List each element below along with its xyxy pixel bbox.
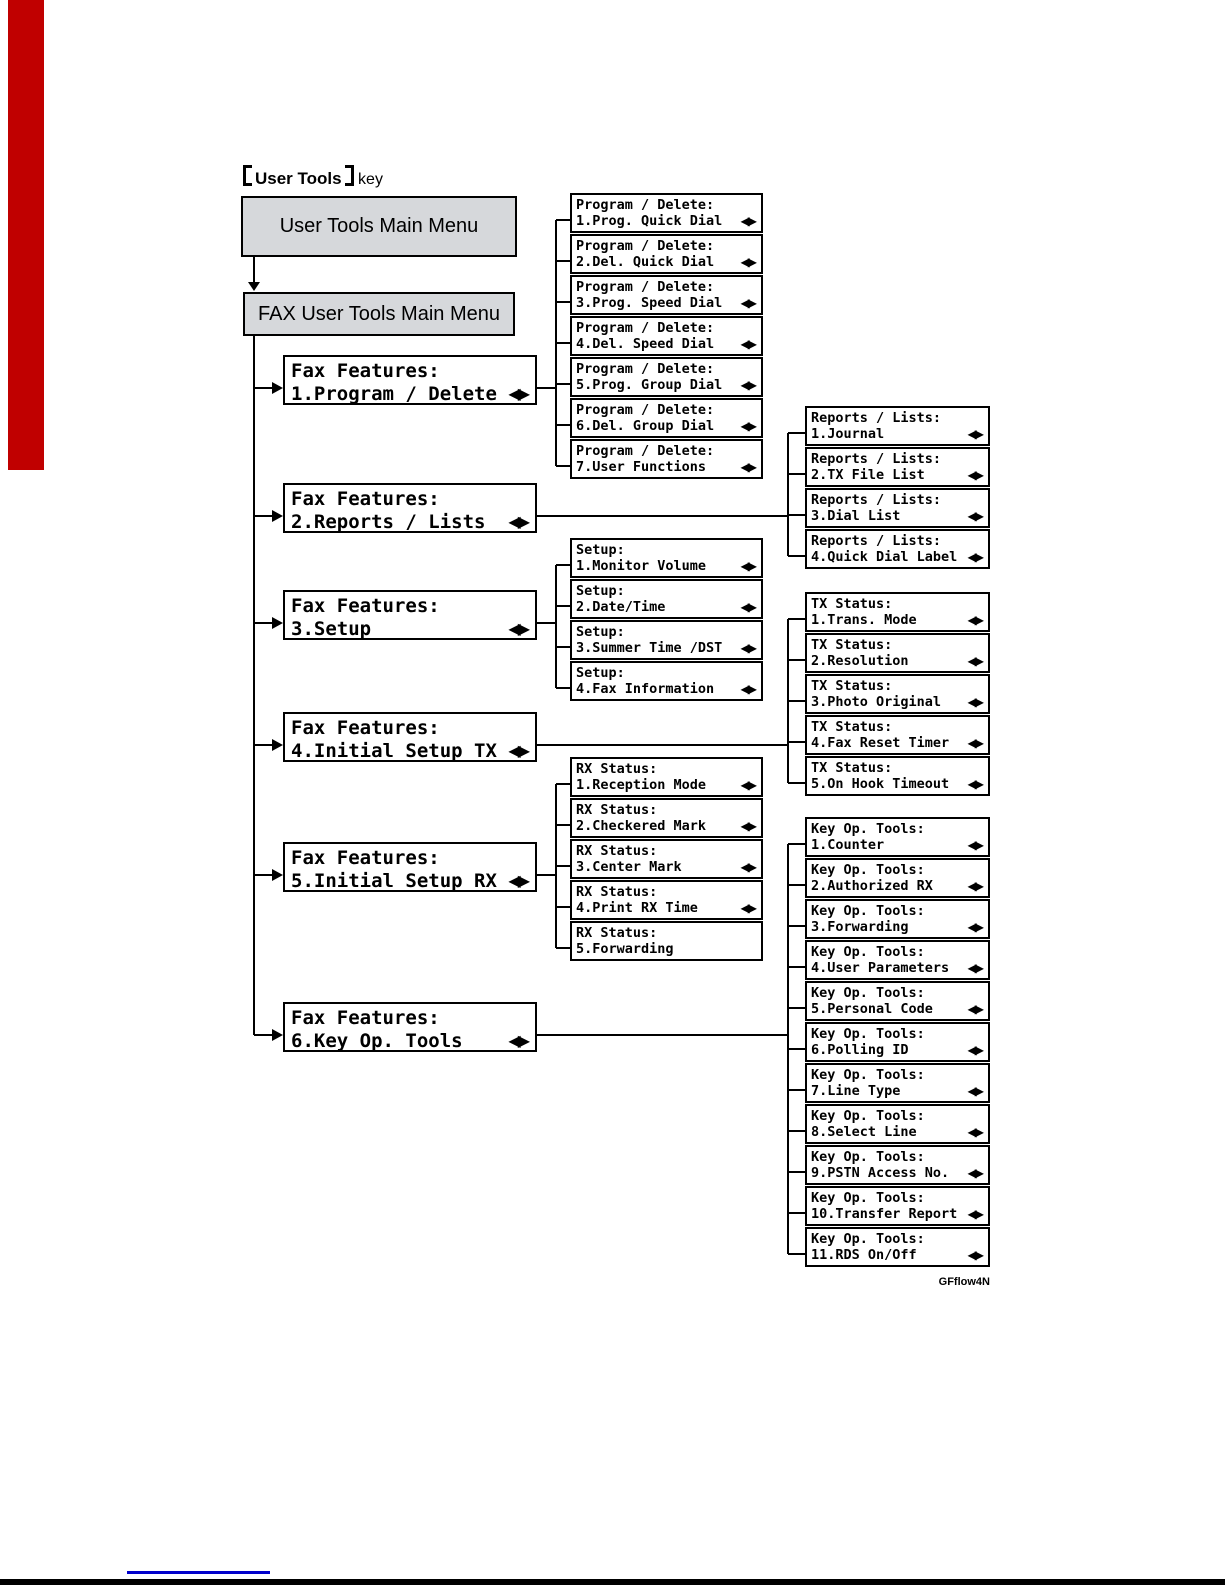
setup-item-3-label: 3.Summer Time /DST bbox=[576, 640, 723, 656]
reports-lists-item-3-label-row bbox=[807, 508, 988, 525]
key-op-tools-item-5-label: 5.Personal Code bbox=[811, 1001, 933, 1017]
rx-status-item-4-header: RX Status: bbox=[576, 884, 658, 900]
rx-status-item-1-label-row bbox=[572, 777, 761, 794]
fax-features-box-3 bbox=[283, 590, 537, 640]
rx-status-item-2-header: RX Status: bbox=[576, 802, 658, 818]
reports-lists-item-2-label-row bbox=[807, 467, 988, 484]
tx-status-item-5-label-row bbox=[807, 776, 988, 793]
left-right-arrows-icon: ◀▶ bbox=[967, 1248, 982, 1262]
fax-features-box-5-label-row bbox=[285, 870, 535, 892]
left-right-arrows-icon: ◀▶ bbox=[967, 1207, 982, 1221]
left-right-arrows-icon: ◀▶ bbox=[967, 920, 982, 934]
rx-status-item-3-header: RX Status: bbox=[576, 843, 658, 859]
left-right-arrows-icon: ◀▶ bbox=[967, 427, 982, 441]
left-right-arrows-icon: ◀▶ bbox=[967, 1125, 982, 1139]
tx-status-item-1-label-row bbox=[807, 612, 988, 629]
program-delete-item-4-label-row bbox=[572, 336, 761, 353]
fax-features-box-6-header: Fax Features: bbox=[291, 1007, 440, 1029]
rx-status-item-2 bbox=[570, 798, 763, 838]
fax-features-box-4 bbox=[283, 712, 537, 762]
fax-features-box-1-header: Fax Features: bbox=[291, 360, 440, 382]
fax-features-box-1-label-row bbox=[285, 383, 535, 405]
setup-item-3 bbox=[570, 620, 763, 660]
program-delete-item-5-label: 5.Prog. Group Dial bbox=[576, 377, 723, 393]
key-op-tools-item-11-label-row bbox=[807, 1247, 988, 1264]
reports-lists-item-1-label: 1.Journal bbox=[811, 426, 885, 442]
setup-item-2-label-row bbox=[572, 599, 761, 616]
left-right-arrows-icon: ◀▶ bbox=[740, 460, 755, 474]
fax-features-box-1 bbox=[283, 355, 537, 405]
tx-status-item-3 bbox=[805, 674, 990, 714]
left-right-arrows-icon: ◀▶ bbox=[967, 550, 982, 564]
tx-status-item-1 bbox=[805, 592, 990, 632]
fax-features-box-4-label-row bbox=[285, 740, 535, 762]
setup-item-4 bbox=[570, 661, 763, 701]
key-op-tools-item-2-label: 2.Authorized RX bbox=[811, 878, 933, 894]
left-right-arrows-icon: ◀▶ bbox=[508, 384, 527, 403]
fax-features-box-6 bbox=[283, 1002, 537, 1052]
fax-features-box-6-label: 6.Key Op. Tools bbox=[291, 1030, 463, 1052]
left-right-arrows-icon: ◀▶ bbox=[740, 860, 755, 874]
red-edge-bar bbox=[8, 0, 44, 470]
tx-status-item-4-label: 4.Fax Reset Timer bbox=[811, 735, 950, 751]
figure-id: GFflow4N bbox=[938, 1276, 990, 1288]
fax-user-tools-main-menu-label: FAX User Tools Main Menu bbox=[258, 302, 500, 325]
fax-features-box-5-label: 5.Initial Setup RX bbox=[291, 870, 497, 892]
right-arrowhead-icon bbox=[272, 739, 283, 751]
rx-status-item-3 bbox=[570, 839, 763, 879]
rx-status-item-3-label-row bbox=[572, 859, 761, 876]
left-right-arrows-icon: ◀▶ bbox=[740, 419, 755, 433]
reports-lists-item-1-header: Reports / Lists: bbox=[811, 410, 942, 426]
right-arrowhead-icon bbox=[272, 869, 283, 881]
left-right-arrows-icon: ◀▶ bbox=[740, 378, 755, 392]
program-delete-item-5-header: Program / Delete: bbox=[576, 361, 715, 377]
key-op-tools-item-2 bbox=[805, 858, 990, 898]
key-op-tools-item-2-label-row bbox=[807, 878, 988, 895]
reports-lists-item-1-label-row bbox=[807, 426, 988, 443]
setup-item-4-label: 4.Fax Information bbox=[576, 681, 715, 697]
key-op-tools-item-8-label: 8.Select Line bbox=[811, 1124, 917, 1140]
tx-status-item-2-label-row bbox=[807, 653, 988, 670]
left-right-arrows-icon: ◀▶ bbox=[967, 695, 982, 709]
program-delete-item-7 bbox=[570, 439, 763, 479]
rx-status-item-5-header: RX Status: bbox=[576, 925, 658, 941]
down-arrowhead-icon bbox=[248, 282, 260, 291]
left-right-arrows-icon: ◀▶ bbox=[967, 1166, 982, 1180]
tx-status-item-4-label-row bbox=[807, 735, 988, 752]
fax-features-box-3-header: Fax Features: bbox=[291, 595, 440, 617]
program-delete-item-2-label-row bbox=[572, 254, 761, 271]
key-op-tools-item-10-label: 10.Transfer Report bbox=[811, 1206, 958, 1222]
fax-features-box-3-label: 3.Setup bbox=[291, 618, 372, 640]
program-delete-item-3-header: Program / Delete: bbox=[576, 279, 715, 295]
key-op-tools-item-9-label-row bbox=[807, 1165, 988, 1182]
left-right-arrows-icon: ◀▶ bbox=[967, 1043, 982, 1057]
left-right-arrows-icon: ◀▶ bbox=[508, 619, 527, 638]
setup-item-1-header: Setup: bbox=[576, 542, 625, 558]
fax-features-box-5-header: Fax Features: bbox=[291, 847, 440, 869]
program-delete-item-2-label: 2.Del. Quick Dial bbox=[576, 254, 715, 270]
left-right-arrows-icon: ◀▶ bbox=[508, 512, 527, 531]
lenticular-bracket-right-icon bbox=[345, 165, 354, 186]
left-right-arrows-icon: ◀▶ bbox=[508, 871, 527, 890]
left-right-arrows-icon: ◀▶ bbox=[967, 879, 982, 893]
key-op-tools-item-5-header: Key Op. Tools: bbox=[811, 985, 925, 1001]
program-delete-item-4-label: 4.Del. Speed Dial bbox=[576, 336, 715, 352]
key-op-tools-item-4-label: 4.User Parameters bbox=[811, 960, 950, 976]
reports-lists-item-2-label: 2.TX File List bbox=[811, 467, 925, 483]
setup-item-4-label-row bbox=[572, 681, 761, 698]
left-right-arrows-icon: ◀▶ bbox=[740, 778, 755, 792]
reports-lists-item-1 bbox=[805, 406, 990, 446]
key-op-tools-item-6-header: Key Op. Tools: bbox=[811, 1026, 925, 1042]
key-op-tools-item-7-label: 7.Line Type bbox=[811, 1083, 901, 1099]
tx-status-item-2-header: TX Status: bbox=[811, 637, 893, 653]
left-right-arrows-icon: ◀▶ bbox=[967, 1002, 982, 1016]
program-delete-item-1-header: Program / Delete: bbox=[576, 197, 715, 213]
program-delete-item-1-label-row bbox=[572, 213, 761, 230]
right-arrowhead-icon bbox=[272, 1029, 283, 1041]
program-delete-item-2-header: Program / Delete: bbox=[576, 238, 715, 254]
left-right-arrows-icon: ◀▶ bbox=[740, 600, 755, 614]
reports-lists-item-4-label-row bbox=[807, 549, 988, 566]
user-tools-key-text: User Tools bbox=[255, 169, 342, 188]
program-delete-item-3 bbox=[570, 275, 763, 315]
program-delete-item-6-label: 6.Del. Group Dial bbox=[576, 418, 715, 434]
left-right-arrows-icon: ◀▶ bbox=[740, 255, 755, 269]
tx-status-item-5-label: 5.On Hook Timeout bbox=[811, 776, 950, 792]
left-right-arrows-icon: ◀▶ bbox=[740, 901, 755, 915]
right-arrowhead-icon bbox=[272, 617, 283, 629]
rx-status-item-2-label: 2.Checkered Mark bbox=[576, 818, 707, 834]
tx-status-item-2-label: 2.Resolution bbox=[811, 653, 909, 669]
program-delete-item-7-label: 7.User Functions bbox=[576, 459, 707, 475]
tx-status-item-4 bbox=[805, 715, 990, 755]
program-delete-item-1-label: 1.Prog. Quick Dial bbox=[576, 213, 723, 229]
key-op-tools-item-9-label: 9.PSTN Access No. bbox=[811, 1165, 950, 1181]
key-op-tools-item-4 bbox=[805, 940, 990, 980]
reports-lists-item-3 bbox=[805, 488, 990, 528]
key-op-tools-item-3-label-row bbox=[807, 919, 988, 936]
key-op-tools-item-8-header: Key Op. Tools: bbox=[811, 1108, 925, 1124]
fax-features-box-1-label: 1.Program / Delete bbox=[291, 383, 497, 405]
rx-status-item-3-label: 3.Center Mark bbox=[576, 859, 682, 875]
tx-status-item-1-label: 1.Trans. Mode bbox=[811, 612, 917, 628]
setup-item-2-header: Setup: bbox=[576, 583, 625, 599]
key-op-tools-item-7-label-row bbox=[807, 1083, 988, 1100]
key-suffix: key bbox=[353, 171, 383, 188]
fax-features-box-2-label-row bbox=[285, 511, 535, 533]
rx-status-item-4-label: 4.Print RX Time bbox=[576, 900, 698, 916]
reports-lists-item-4 bbox=[805, 529, 990, 569]
left-right-arrows-icon: ◀▶ bbox=[740, 214, 755, 228]
rx-status-item-5 bbox=[570, 921, 763, 961]
key-op-tools-item-11 bbox=[805, 1227, 990, 1267]
rx-status-item-1-header: RX Status: bbox=[576, 761, 658, 777]
key-op-tools-item-9-header: Key Op. Tools: bbox=[811, 1149, 925, 1165]
tx-status-item-3-header: TX Status: bbox=[811, 678, 893, 694]
rx-status-item-5-label: 5.Forwarding bbox=[576, 941, 674, 957]
left-right-arrows-icon: ◀▶ bbox=[740, 337, 755, 351]
reports-lists-item-3-label: 3.Dial List bbox=[811, 508, 901, 524]
key-op-tools-item-11-label: 11.RDS On/Off bbox=[811, 1247, 917, 1263]
left-right-arrows-icon: ◀▶ bbox=[740, 641, 755, 655]
key-op-tools-item-11-header: Key Op. Tools: bbox=[811, 1231, 925, 1247]
program-delete-item-6 bbox=[570, 398, 763, 438]
rx-status-item-5-label-row bbox=[572, 941, 761, 958]
key-op-tools-item-4-header: Key Op. Tools: bbox=[811, 944, 925, 960]
program-delete-item-6-header: Program / Delete: bbox=[576, 402, 715, 418]
fax-features-box-3-label-row bbox=[285, 618, 535, 640]
left-right-arrows-icon: ◀▶ bbox=[740, 819, 755, 833]
reports-lists-item-2 bbox=[805, 447, 990, 487]
key-op-tools-item-1-label: 1.Counter bbox=[811, 837, 885, 853]
left-right-arrows-icon: ◀▶ bbox=[967, 961, 982, 975]
rx-status-item-1-label: 1.Reception Mode bbox=[576, 777, 707, 793]
key-op-tools-item-10-header: Key Op. Tools: bbox=[811, 1190, 925, 1206]
key-op-tools-item-7 bbox=[805, 1063, 990, 1103]
left-right-arrows-icon: ◀▶ bbox=[740, 296, 755, 310]
setup-item-1 bbox=[570, 538, 763, 578]
program-delete-item-4-header: Program / Delete: bbox=[576, 320, 715, 336]
setup-item-4-header: Setup: bbox=[576, 665, 625, 681]
setup-item-1-label-row bbox=[572, 558, 761, 575]
rx-status-item-2-label-row bbox=[572, 818, 761, 835]
setup-item-1-label: 1.Monitor Volume bbox=[576, 558, 707, 574]
left-right-arrows-icon: ◀▶ bbox=[967, 654, 982, 668]
program-delete-item-2 bbox=[570, 234, 763, 274]
tx-status-item-4-header: TX Status: bbox=[811, 719, 893, 735]
key-op-tools-item-6 bbox=[805, 1022, 990, 1062]
left-right-arrows-icon: ◀▶ bbox=[967, 736, 982, 750]
key-op-tools-item-7-header: Key Op. Tools: bbox=[811, 1067, 925, 1083]
tx-status-item-2 bbox=[805, 633, 990, 673]
left-right-arrows-icon: ◀▶ bbox=[740, 682, 755, 696]
user-tools-main-menu-box bbox=[241, 196, 517, 257]
fax-features-box-4-label: 4.Initial Setup TX bbox=[291, 740, 497, 762]
program-delete-item-6-label-row bbox=[572, 418, 761, 435]
key-op-tools-item-10-label-row bbox=[807, 1206, 988, 1223]
lenticular-bracket-left-icon bbox=[243, 165, 252, 186]
tx-status-item-3-label-row bbox=[807, 694, 988, 711]
right-arrowhead-icon bbox=[272, 510, 283, 522]
program-delete-item-3-label-row bbox=[572, 295, 761, 312]
reports-lists-item-2-header: Reports / Lists: bbox=[811, 451, 942, 467]
user-tools-main-menu-label: User Tools Main Menu bbox=[279, 215, 479, 237]
key-op-tools-item-3 bbox=[805, 899, 990, 939]
key-op-tools-item-5 bbox=[805, 981, 990, 1021]
key-op-tools-item-8-label-row bbox=[807, 1124, 988, 1141]
tx-status-item-3-label: 3.Photo Original bbox=[811, 694, 942, 710]
key-op-tools-item-4-label-row bbox=[807, 960, 988, 977]
fax-features-box-4-header: Fax Features: bbox=[291, 717, 440, 739]
program-delete-item-3-label: 3.Prog. Speed Dial bbox=[576, 295, 723, 311]
fax-features-box-2-header: Fax Features: bbox=[291, 488, 440, 510]
left-right-arrows-icon: ◀▶ bbox=[508, 741, 527, 760]
fax-features-box-2-label: 2.Reports / Lists bbox=[291, 511, 486, 533]
key-op-tools-item-3-header: Key Op. Tools: bbox=[811, 903, 925, 919]
key-op-tools-item-2-header: Key Op. Tools: bbox=[811, 862, 925, 878]
page-bottom-rule bbox=[0, 1579, 1225, 1585]
program-delete-item-7-header: Program / Delete: bbox=[576, 443, 715, 459]
rx-status-item-4-label-row bbox=[572, 900, 761, 917]
fax-user-tools-main-menu-box bbox=[243, 292, 515, 336]
left-right-arrows-icon: ◀▶ bbox=[967, 468, 982, 482]
left-right-arrows-icon: ◀▶ bbox=[508, 1031, 527, 1050]
right-arrowhead-icon bbox=[272, 382, 283, 394]
rx-status-item-1 bbox=[570, 757, 763, 797]
left-right-arrows-icon: ◀▶ bbox=[967, 777, 982, 791]
left-right-arrows-icon: ◀▶ bbox=[967, 838, 982, 852]
reports-lists-item-4-header: Reports / Lists: bbox=[811, 533, 942, 549]
setup-item-2-label: 2.Date/Time bbox=[576, 599, 666, 615]
key-op-tools-item-9 bbox=[805, 1145, 990, 1185]
program-delete-item-5-label-row bbox=[572, 377, 761, 394]
key-op-tools-item-6-label: 6.Polling ID bbox=[811, 1042, 909, 1058]
program-delete-item-7-label-row bbox=[572, 459, 761, 476]
setup-item-3-header: Setup: bbox=[576, 624, 625, 640]
key-op-tools-item-1-header: Key Op. Tools: bbox=[811, 821, 925, 837]
key-op-tools-item-10 bbox=[805, 1186, 990, 1226]
hyperlink-underline[interactable] bbox=[127, 1571, 270, 1574]
key-op-tools-item-1-label-row bbox=[807, 837, 988, 854]
left-right-arrows-icon: ◀▶ bbox=[967, 1084, 982, 1098]
setup-item-2 bbox=[570, 579, 763, 619]
key-op-tools-item-3-label: 3.Forwarding bbox=[811, 919, 909, 935]
key-op-tools-item-1 bbox=[805, 817, 990, 857]
program-delete-item-5 bbox=[570, 357, 763, 397]
program-delete-item-1 bbox=[570, 193, 763, 233]
left-right-arrows-icon: ◀▶ bbox=[967, 613, 982, 627]
key-op-tools-item-5-label-row bbox=[807, 1001, 988, 1018]
tx-status-item-1-header: TX Status: bbox=[811, 596, 893, 612]
rx-status-item-4 bbox=[570, 880, 763, 920]
key-op-tools-item-6-label-row bbox=[807, 1042, 988, 1059]
program-delete-item-4 bbox=[570, 316, 763, 356]
fax-features-box-6-label-row bbox=[285, 1030, 535, 1052]
user-tools-key-label bbox=[243, 165, 383, 189]
tx-status-item-5-header: TX Status: bbox=[811, 760, 893, 776]
setup-item-3-label-row bbox=[572, 640, 761, 657]
key-op-tools-item-8 bbox=[805, 1104, 990, 1144]
reports-lists-item-4-label: 4.Quick Dial Label bbox=[811, 549, 958, 565]
left-right-arrows-icon: ◀▶ bbox=[967, 509, 982, 523]
fax-features-box-5 bbox=[283, 842, 537, 892]
tx-status-item-5 bbox=[805, 756, 990, 796]
fax-features-box-2 bbox=[283, 483, 537, 533]
left-right-arrows-icon: ◀▶ bbox=[740, 559, 755, 573]
reports-lists-item-3-header: Reports / Lists: bbox=[811, 492, 942, 508]
